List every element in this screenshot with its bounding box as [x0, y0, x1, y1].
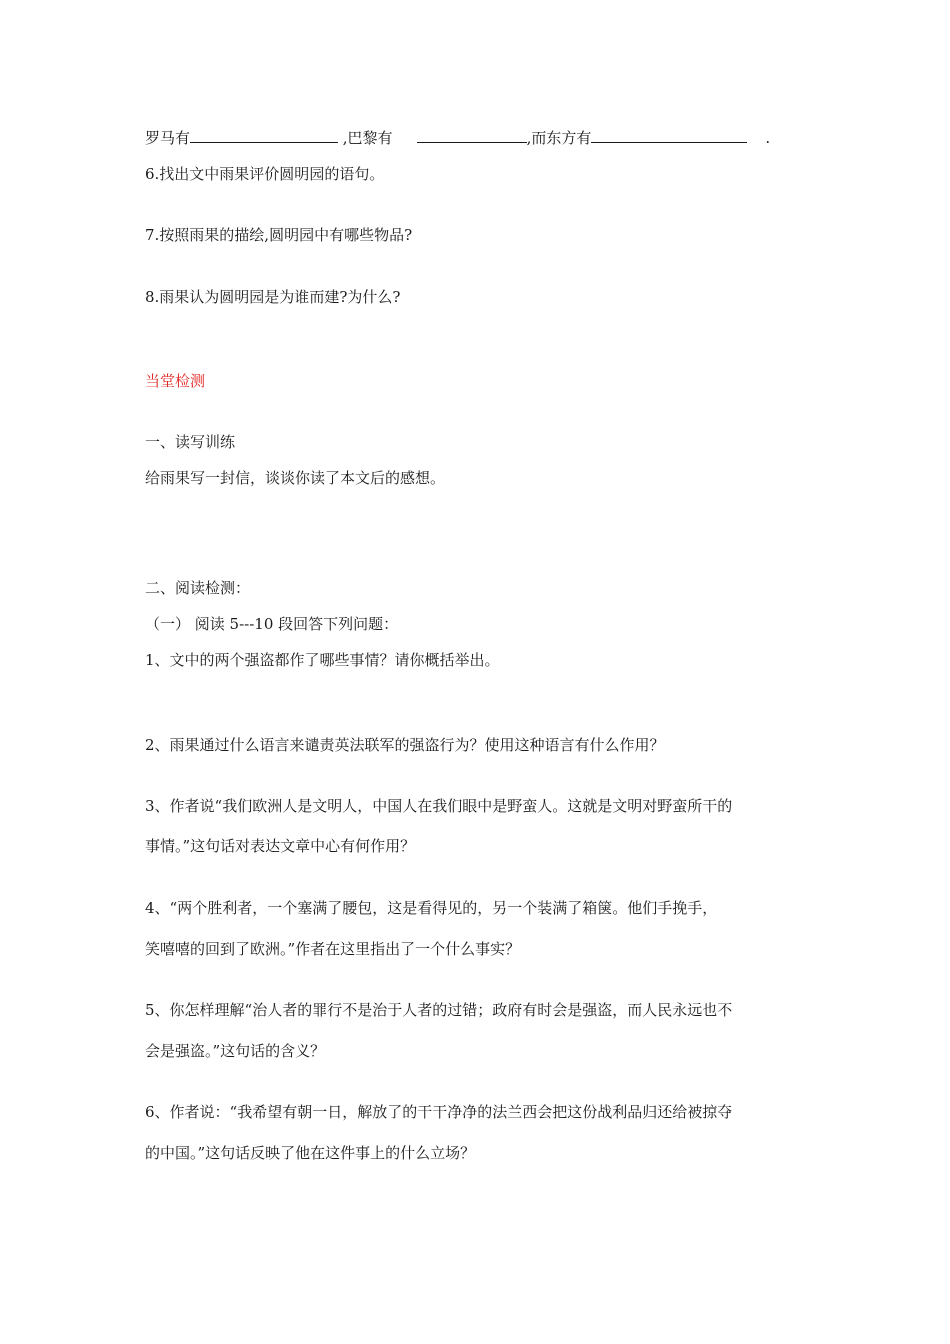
- question-6: 6.找出文中雨果评价圆明园的语句。: [145, 165, 385, 183]
- reading-question-3-line2: 事情。”这句话对表达文章中心有何作用？: [145, 837, 416, 855]
- reading-question-5-line2: 会是强盗。”这句话的含义？: [145, 1042, 326, 1060]
- fill-text-east: ,而东方有: [526, 129, 592, 147]
- question-8: 8.雨果认为圆明园是为谁而建?为什么?: [145, 288, 401, 306]
- reading-question-1: 1、文中的两个强盗都作了哪些事情？请你概括举出。: [145, 651, 500, 669]
- question-7: 7.按照雨果的描绘,圆明园中有哪些物品?: [145, 226, 413, 244]
- fill-text-period: .: [765, 129, 771, 147]
- fill-in-line: [145, 128, 770, 148]
- reading-question-3-line1: 3、作者说“我们欧洲人是文明人，中国人在我们眼中是野蛮人。这就是文明对野蛮所干的: [145, 797, 733, 815]
- fill-text-paris: ,巴黎有: [338, 129, 393, 147]
- reading-question-6-line2: 的中国。”这句话反映了他在这件事上的什么立场？: [145, 1144, 476, 1162]
- part-two-subtitle: （一） 阅读 5---10 段回答下列问题：: [145, 615, 399, 633]
- blank-rome[interactable]: [190, 128, 338, 143]
- reading-question-4-line1: 4、“两个胜利者，一个塞满了腰包，这是看得见的，另一个装满了箱箧。他们手挽手，: [145, 899, 718, 917]
- section-title: 当堂检测: [145, 372, 206, 390]
- part-two-title: 二、阅读检测：: [145, 579, 251, 597]
- blank-east[interactable]: [591, 128, 747, 143]
- reading-question-6-line1: 6、作者说：“我希望有朝一日，解放了的干干净净的法兰西会把这份战利品归还给被掠夺: [145, 1103, 733, 1121]
- blank-paris[interactable]: [417, 128, 527, 143]
- part-one-title: 一、读写训练: [145, 433, 236, 451]
- fill-text-rome: 罗马有: [145, 129, 191, 147]
- reading-question-2: 2、雨果通过什么语言来谴责英法联军的强盗行为？使用这种语言有什么作用？: [145, 736, 665, 754]
- reading-question-5-line1: 5、你怎样理解“治人者的罪行不是治于人者的过错；政府有时会是强盗，而人民永远也不: [145, 1001, 733, 1019]
- reading-question-4-line2: 笑嘻嘻的回到了欧洲。”作者在这里指出了一个什么事实？: [145, 940, 521, 958]
- part-one-task: 给雨果写一封信，谈谈你读了本文后的感想。: [145, 469, 446, 487]
